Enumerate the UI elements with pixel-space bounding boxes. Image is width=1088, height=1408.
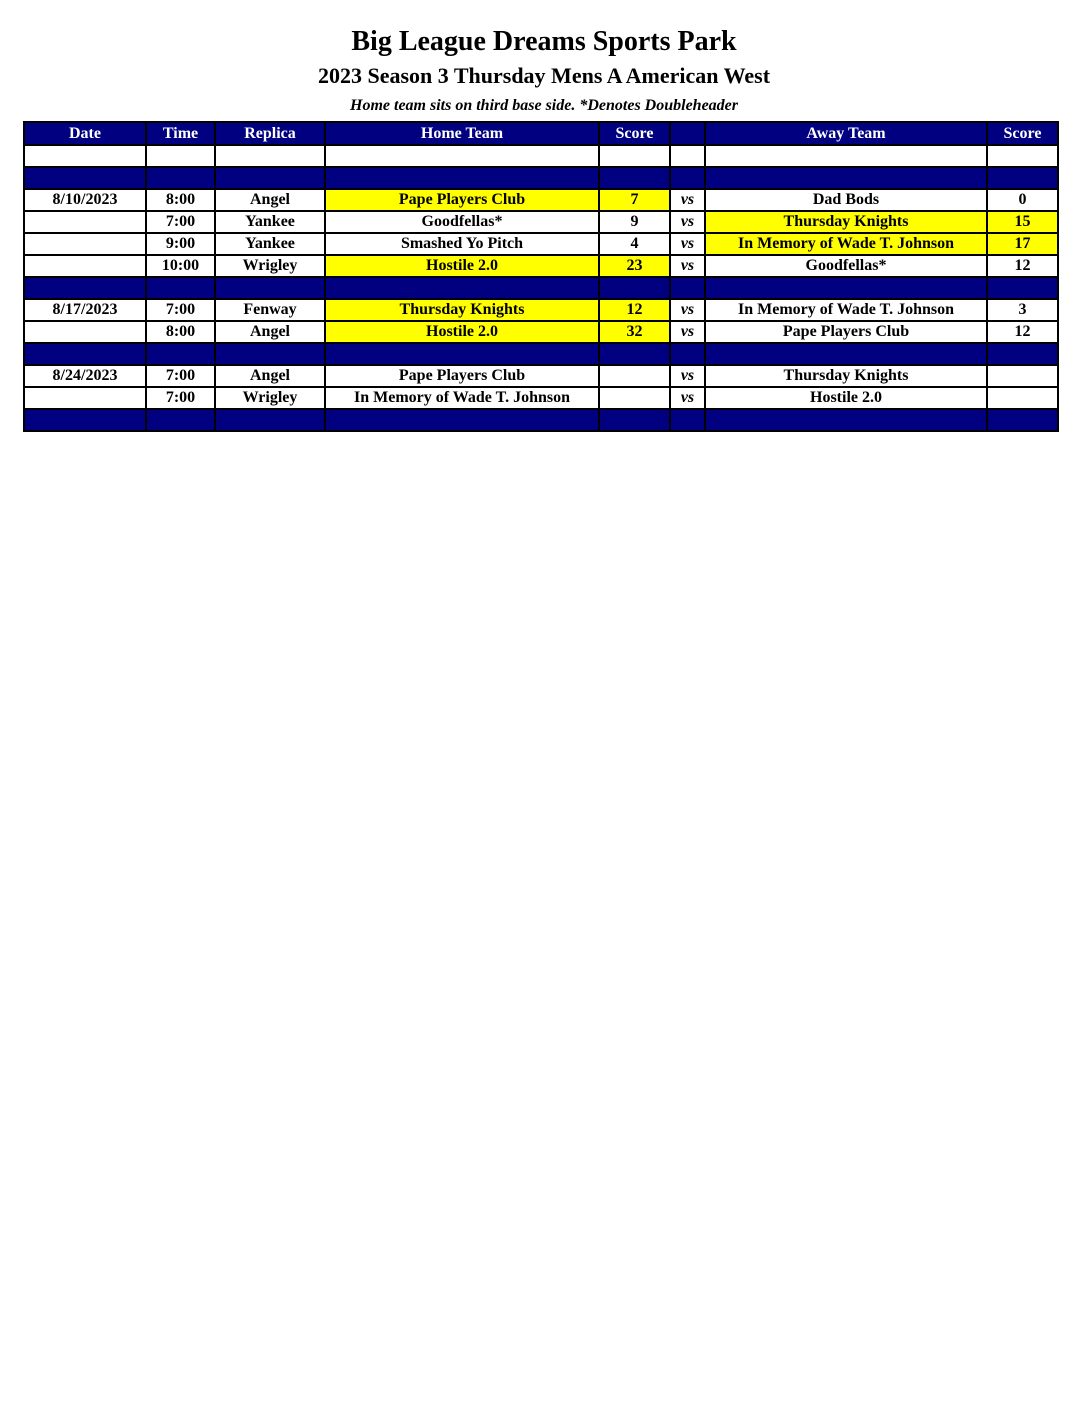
away-score <box>987 365 1058 387</box>
col-header-home-score: Score <box>599 122 670 145</box>
vs-label: vs <box>670 255 705 277</box>
away-score: 3 <box>987 299 1058 321</box>
game-replica: Angel <box>215 365 325 387</box>
game-row <box>24 189 1058 211</box>
home-score: 12 <box>599 299 670 321</box>
away-score <box>987 387 1058 409</box>
game-date <box>24 233 146 255</box>
game-time: 10:00 <box>146 255 215 277</box>
game-time: 9:00 <box>146 233 215 255</box>
vs-label: vs <box>670 387 705 409</box>
separator-row <box>24 343 1058 365</box>
game-date <box>24 255 146 277</box>
col-header-vs <box>670 122 705 145</box>
vs-label: vs <box>670 211 705 233</box>
away-score: 15 <box>987 211 1058 233</box>
game-time: 8:00 <box>146 189 215 211</box>
game-time: 7:00 <box>146 387 215 409</box>
away-score: 12 <box>987 321 1058 343</box>
col-header-replica: Replica <box>215 122 325 145</box>
home-team: Smashed Yo Pitch <box>325 233 599 255</box>
game-time: 8:00 <box>146 321 215 343</box>
game-replica: Yankee <box>215 211 325 233</box>
away-team: Thursday Knights <box>705 211 987 233</box>
home-team: Thursday Knights <box>325 299 599 321</box>
away-score: 17 <box>987 233 1058 255</box>
game-replica: Wrigley <box>215 255 325 277</box>
home-score <box>599 365 670 387</box>
game-row <box>24 211 1058 233</box>
schedule-table <box>23 121 1059 432</box>
game-replica: Fenway <box>215 299 325 321</box>
game-replica: Yankee <box>215 233 325 255</box>
away-team: In Memory of Wade T. Johnson <box>705 299 987 321</box>
blank-row <box>24 145 1058 167</box>
game-date: 8/10/2023 <box>24 189 146 211</box>
away-score: 0 <box>987 189 1058 211</box>
page-title: Big League Dreams Sports Park <box>351 26 737 57</box>
game-date: 8/17/2023 <box>24 299 146 321</box>
col-header-away-score: Score <box>987 122 1058 145</box>
game-replica: Angel <box>215 321 325 343</box>
game-date <box>24 387 146 409</box>
away-score: 12 <box>987 255 1058 277</box>
home-team: Goodfellas* <box>325 211 599 233</box>
vs-label: vs <box>670 365 705 387</box>
game-row <box>24 321 1058 343</box>
away-team: In Memory of Wade T. Johnson <box>705 233 987 255</box>
col-header-home-team: Home Team <box>325 122 599 145</box>
home-team: Pape Players Club <box>325 189 599 211</box>
game-row <box>24 255 1058 277</box>
away-team: Dad Bods <box>705 189 987 211</box>
separator-row <box>24 167 1058 189</box>
game-time: 7:00 <box>146 365 215 387</box>
vs-label: vs <box>670 233 705 255</box>
home-score: 9 <box>599 211 670 233</box>
away-team: Hostile 2.0 <box>705 387 987 409</box>
game-date: 8/24/2023 <box>24 365 146 387</box>
vs-label: vs <box>670 189 705 211</box>
home-score: 32 <box>599 321 670 343</box>
vs-label: vs <box>670 321 705 343</box>
vs-label: vs <box>670 299 705 321</box>
game-row <box>24 299 1058 321</box>
home-score: 23 <box>599 255 670 277</box>
home-team: Pape Players Club <box>325 365 599 387</box>
doubleheader-note: Home team sits on third base side. *Denotes Doubleheader <box>350 97 738 114</box>
separator-row <box>24 277 1058 299</box>
home-score: 4 <box>599 233 670 255</box>
game-row <box>24 387 1058 409</box>
home-score <box>599 387 670 409</box>
away-team: Thursday Knights <box>705 365 987 387</box>
separator-row <box>24 409 1058 431</box>
game-row <box>24 365 1058 387</box>
game-date <box>24 211 146 233</box>
col-header-date: Date <box>24 122 146 145</box>
game-row <box>24 233 1058 255</box>
home-team: In Memory of Wade T. Johnson <box>325 387 599 409</box>
home-team: Hostile 2.0 <box>325 255 599 277</box>
page-subtitle: 2023 Season 3 Thursday Mens A American West <box>317 63 771 88</box>
col-header-away-team: Away Team <box>705 122 987 145</box>
game-replica: Angel <box>215 189 325 211</box>
game-replica: Wrigley <box>215 387 325 409</box>
home-team: Hostile 2.0 <box>325 321 599 343</box>
game-time: 7:00 <box>146 211 215 233</box>
header-row <box>24 122 1058 145</box>
away-team: Goodfellas* <box>705 255 987 277</box>
game-date <box>24 321 146 343</box>
game-time: 7:00 <box>146 299 215 321</box>
col-header-time: Time <box>146 122 215 145</box>
home-score: 7 <box>599 189 670 211</box>
away-team: Pape Players Club <box>705 321 987 343</box>
